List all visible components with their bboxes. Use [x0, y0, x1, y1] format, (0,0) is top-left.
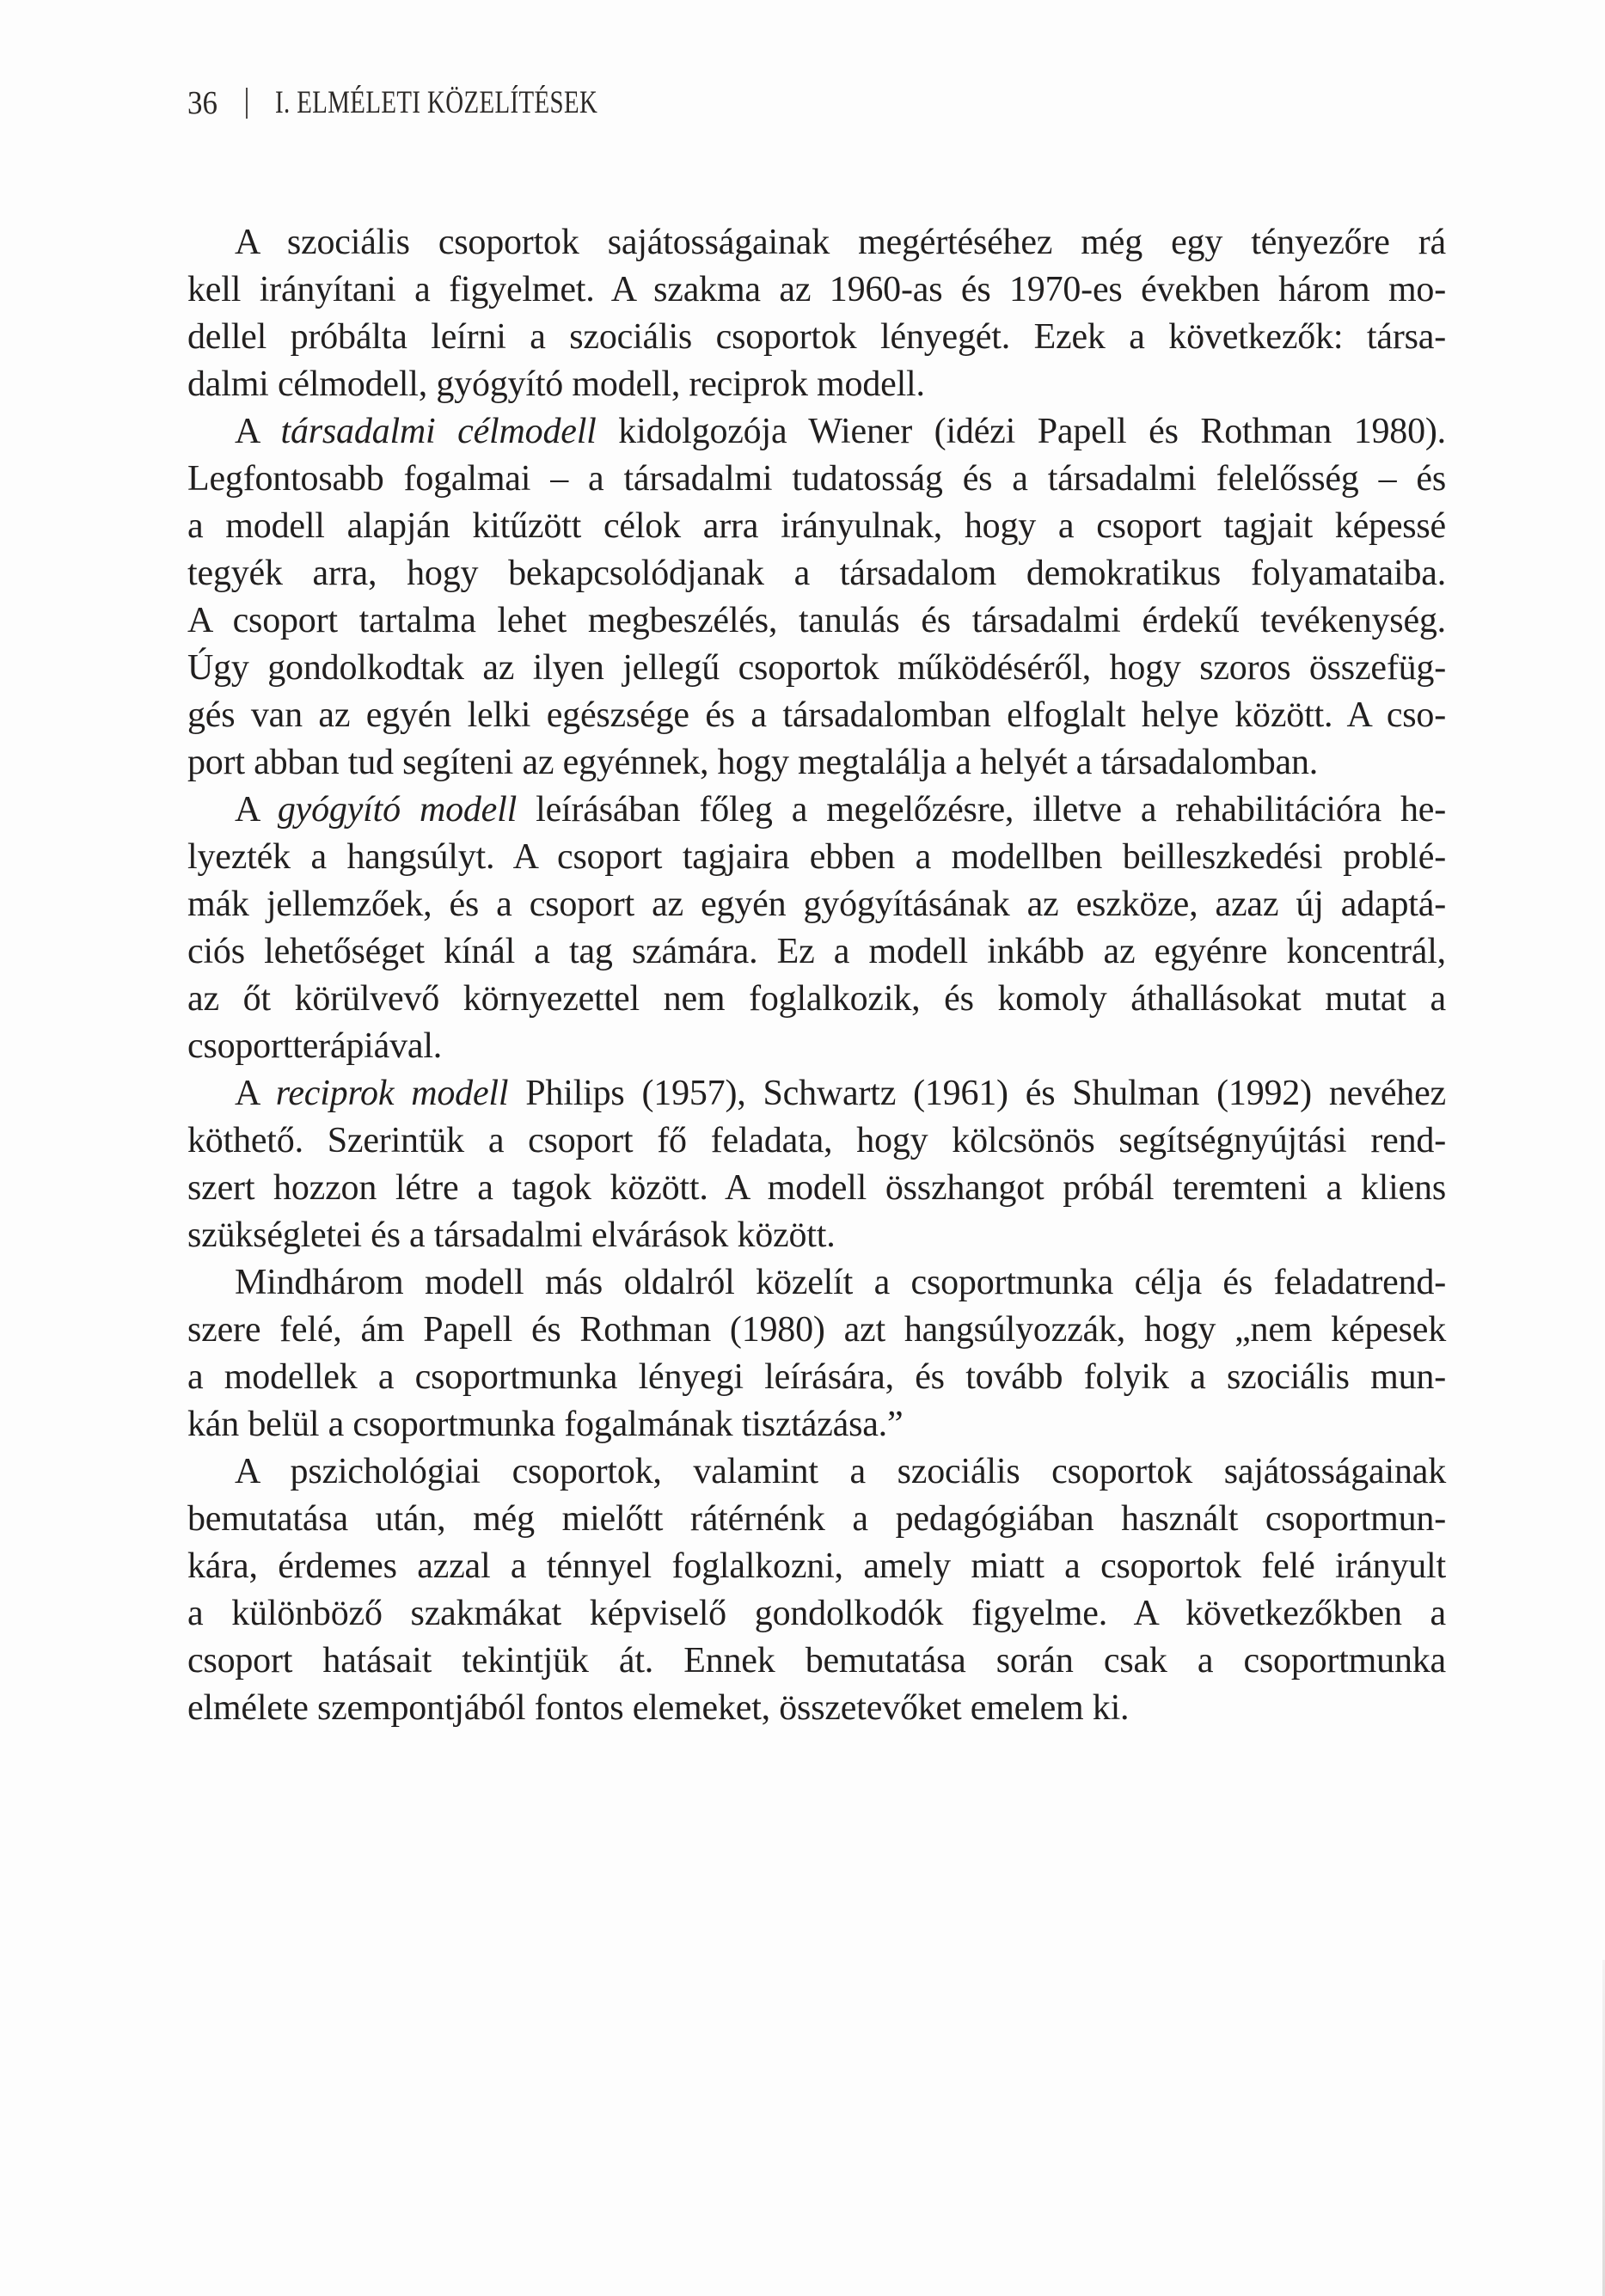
text-line: port abban tud segíteni az egyénnek, hogy megtalálja a helyét a társadalomban. [187, 743, 1319, 782]
text-line: tegyék arra, hogy bekapcsolódjanak a társadalom demokratikus folyamataiba. [187, 554, 1446, 593]
text-line: Mindhárom modell más oldalról közelít a csoportmunka célja és feladatrend- [235, 1263, 1446, 1302]
text-line: gés van az egyén lelki egészsége és a társadalomban elfoglalt helye között. A cso- [187, 695, 1446, 735]
text-line: szert hozzon létre a tagok között. A modell összhangot próbál teremteni a kliens [187, 1168, 1446, 1208]
text-line: A gyógyító modell leírásában főleg a megelőzésre, illetve a rehabilitációra he- [235, 790, 1446, 830]
paragraph [187, 787, 1446, 1070]
text-line: a különböző szakmákat képviselő gondolkodók figyelme. A következőkben a [187, 1594, 1446, 1633]
page-number: 36 [187, 85, 217, 121]
text-line: a modellek a csoportmunka lényegi leírására, és tovább folyik a szociális mun- [187, 1357, 1446, 1397]
text-line: a modell alapján kitűzött célok arra irányulnak, hogy a csoport tagjait képessé [187, 506, 1446, 546]
paragraph [187, 1448, 1446, 1732]
text-line: lyezték a hangsúlyt. A csoport tagjaira ebben a modellben beilleszkedési problé- [187, 837, 1446, 877]
section-title: I. ELMÉLETI KÖZELÍTÉSEK [275, 85, 598, 120]
paragraph [187, 1070, 1446, 1259]
paragraph [187, 408, 1446, 787]
text-line: A pszichológiai csoportok, valamint a szociális csoportok sajátosságainak [235, 1452, 1446, 1491]
text-line: kell irányítani a figyelmet. A szakma az 1960-as és 1970-es években három mo- [187, 270, 1446, 309]
paragraph [187, 219, 1446, 408]
paragraph [187, 1259, 1446, 1448]
text-line: bemutatása után, még mielőtt rátérnénk a pedagógiában használt csoportmun- [187, 1499, 1446, 1539]
text-line: csoportterápiával. [187, 1026, 443, 1066]
text-line: kára, érdemes azzal a ténnyel foglalkozni, amely miatt a csoportok felé irányult [187, 1546, 1446, 1586]
text-line: köthető. Szerintük a csoport fő feladata, hogy kölcsönös segítségnyújtási rend- [187, 1121, 1446, 1160]
header-divider-line [246, 88, 248, 119]
text-line: az őt körülvevő környezettel nem foglalkozik, és komoly áthallásokat mutat a [187, 979, 1446, 1019]
text-line: Legfontosabb fogalmai – a társadalmi tudatosság és a társadalmi felelősség – és [187, 459, 1446, 499]
text-line: elmélete szempontjából fontos elemeket, összetevőket emelem ki. [187, 1688, 1130, 1728]
text-line: Úgy gondolkodtak az ilyen jellegű csoportok működéséről, hogy szoros összefüg- [187, 648, 1446, 688]
text-line: ciós lehetőséget kínál a tag számára. Ez a modell inkább az egyénre koncentrál, [187, 932, 1446, 971]
text-line: kán belül a csoportmunka fogalmának tisztázása.” [187, 1405, 904, 1444]
running-head [187, 86, 689, 120]
text-line: szükségletei és a társadalmi elvárások között. [187, 1215, 836, 1255]
text-line: A reciprok modell Philips (1957), Schwartz (1961) és Shulman (1992) nevéhez [235, 1074, 1446, 1113]
text-line: A csoport tartalma lehet megbeszélés, tanulás és társadalmi érdekű tevékenység. [187, 601, 1446, 640]
text-line: szere felé, ám Papell és Rothman (1980) azt hangsúlyozzák, hogy „nem képesek [187, 1310, 1446, 1350]
text-line: dellel próbálta leírni a szociális csoportok lényegét. Ezek a következők: társa- [187, 317, 1446, 357]
text-line: A szociális csoportok sajátosságainak megértéséhez még egy tényezőre rá [235, 223, 1446, 262]
text-line: A társadalmi célmodell kidolgozója Wiener (idézi Papell és Rothman 1980). [235, 412, 1446, 451]
body-text [187, 219, 1446, 1732]
text-line: mák jellemzőek, és a csoport az egyén gyógyításának az eszköze, azaz új adaptá- [187, 885, 1446, 924]
text-line: dalmi célmodell, gyógyító modell, reciprok modell. [187, 364, 925, 404]
text-line: csoport hatásait tekintjük át. Ennek bemutatása során csak a csoportmunka [187, 1641, 1446, 1681]
